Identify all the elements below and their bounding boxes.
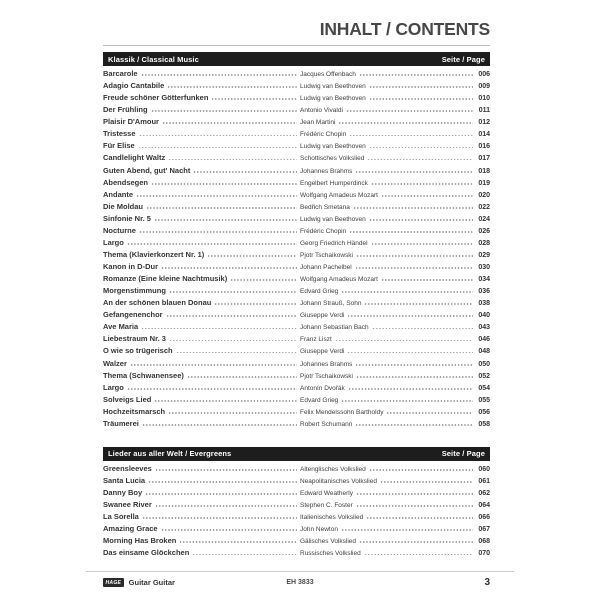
dot-leader [369,466,473,471]
composer-name: Russisches Volkslied [300,550,361,558]
song-page-number: 043 [478,324,490,332]
dot-leader [359,71,473,76]
footer-page-number: 3 [484,577,490,588]
song-title: Solveigs Lied [103,394,152,404]
song-page-number: 061 [478,477,490,485]
dot-leader [355,361,473,366]
dot-leader [341,526,473,531]
song-title: Largo [103,237,124,247]
song-title: Die Moldau [103,201,144,211]
dot-leader [148,478,297,483]
composer-name: Frédéric Chopin [300,131,347,139]
song-title: Der Frühling [103,105,148,115]
toc-row [103,128,490,140]
dot-leader [355,168,473,173]
song-page-number: 026 [478,227,490,235]
toc-row [103,189,490,201]
song-title: Nocturne [103,225,136,235]
composer-name: John Newton [300,526,338,534]
dot-leader [386,409,473,414]
toc-row [103,370,490,382]
song-title: O wie so trügerisch [103,346,173,356]
toc-row [103,487,490,499]
composer-name: Wolfgang Amadeus Mozart [300,191,378,199]
dot-leader [169,288,297,293]
dot-leader [367,155,473,160]
composer-name: Jacques Offenbach [300,71,356,78]
composer-name: Ludwig van Beethoven [300,83,366,91]
song-page-number: 019 [478,179,490,187]
song-page-number: 018 [478,167,490,175]
dot-leader [127,385,297,390]
toc-row [103,152,490,164]
dot-leader [381,192,473,197]
song-title: Thema (Schwanensee) [103,370,184,380]
toc-row [103,499,490,511]
composer-name: Altenglisches Volkslied [300,465,366,473]
song-page-number: 012 [478,119,490,127]
dot-leader [166,312,297,317]
composer-name: Antonín Dvořák [300,384,345,392]
song-title: An der schönen blauen Donau [103,298,212,308]
song-page-number: 016 [478,143,490,151]
dot-leader [179,538,297,543]
song-title: Candlelight Waltz [103,153,166,163]
title-rule [103,45,490,47]
dot-leader [142,421,297,426]
song-page-number: 050 [478,360,490,368]
composer-name: Schottisches Volkslied [300,155,365,163]
song-title: Liebestraum Nr. 3 [103,334,166,344]
toc-sections [103,52,490,559]
song-page-number: 052 [478,372,490,380]
toc-row [103,309,490,321]
dot-leader [167,83,297,88]
dot-leader [355,264,473,269]
toc-row [103,165,490,177]
dot-leader [161,264,297,269]
section-page-label: Seite / Page [441,449,485,459]
toc-row [103,345,490,357]
dot-leader [207,252,297,257]
song-page-number: 068 [478,538,490,546]
section-title: Klassik / Classical Music [108,54,199,64]
dot-leader [162,119,297,124]
composer-name: Giuseppe Verdi [300,312,345,320]
composer-name: Stephen C. Foster [300,502,353,510]
contents-page [103,0,490,559]
song-title: Thema (Klavierkonzert Nr. 1) [103,249,205,259]
section-rows [103,68,490,430]
toc-row [103,535,490,547]
composer-name: Bedřich Smetana [300,203,350,211]
composer-name: Ludwig van Beethoven [300,95,366,103]
toc-row [103,418,490,430]
composer-name: Ludwig van Beethoven [300,143,366,151]
composer-name: Gälisches Volkslied [300,538,356,546]
footer-row [86,577,514,588]
song-page-number: 024 [478,215,490,223]
dot-leader [151,180,297,185]
composer-name: Pjotr Tschaikowski [300,372,353,380]
composer-name: Johann Sebastian Bach [300,324,369,332]
dot-leader [369,95,473,100]
song-title: Danny Boy [103,488,143,497]
song-page-number: 020 [478,191,490,199]
song-title: Träumerei [103,418,139,428]
song-page-number: 036 [478,288,490,296]
dot-leader [356,373,473,378]
toc-row [103,201,490,213]
song-title: Gefangenenchor [103,310,163,320]
dot-leader [369,216,473,221]
page-footer [86,571,514,588]
toc-row [103,463,490,475]
song-page-number: 062 [478,490,490,497]
toc-row [103,547,490,559]
composer-name: Johann Strauß, Sohn [300,300,362,308]
toc-row [103,68,490,80]
song-page-number: 055 [478,396,490,404]
song-page-number: 048 [478,348,490,356]
dot-leader [356,502,473,507]
toc-row [103,225,490,237]
composer-name: Jean Martini [300,119,336,127]
toc-row [103,80,490,92]
dot-leader [130,361,297,366]
dot-leader [192,550,297,555]
composer-name: Giuseppe Verdi [300,348,345,356]
dot-leader [168,155,297,160]
dot-leader [381,276,473,281]
toc-row [103,273,490,285]
song-page-number: 066 [478,514,490,522]
song-page-number: 046 [478,336,490,344]
composer-name: Frédéric Chopin [300,227,347,235]
dot-leader [155,466,297,471]
dot-leader [371,180,473,185]
dot-leader [154,397,297,402]
dot-leader [356,252,473,257]
dot-leader [214,300,297,305]
song-title: Kanon in D-Dur [103,262,158,271]
composer-name: Pjotr Tschaikowski [300,251,353,259]
composer-name: Edvard Grieg [300,288,339,296]
section-title: Lieder aus aller Welt / Evergreens [108,449,232,459]
dot-leader [369,83,473,88]
dot-leader [372,324,473,329]
toc-row [103,177,490,189]
footer-series-title: Guitar Guitar [128,578,175,587]
dot-leader [141,324,297,329]
song-title: La Sorella [103,512,139,522]
dot-leader [338,119,473,124]
dot-leader [369,143,473,148]
song-page-number: 034 [478,276,490,284]
dot-leader [193,168,297,173]
toc-row [103,116,490,128]
dot-leader [168,409,297,414]
dot-leader [347,312,473,317]
dot-leader [366,514,473,519]
song-title: Abendsegen [103,177,149,187]
toc-row [103,140,490,152]
toc-row [103,261,490,273]
dot-leader [155,502,297,507]
section-header-bar [103,447,490,461]
song-page-number: 029 [478,251,490,259]
song-title: Plaisir D'Amour [103,117,159,127]
song-page-number: 014 [478,131,490,139]
song-page-number: 038 [478,300,490,308]
dot-leader [145,490,297,495]
toc-row [103,237,490,249]
composer-name: Edvard Grieg [300,396,339,404]
toc-row [103,475,490,487]
song-page-number: 064 [478,502,490,510]
song-page-number: 067 [478,526,490,534]
dot-leader [341,397,473,402]
song-title: Für Elise [103,141,135,151]
song-title: Morning Has Broken [103,536,177,546]
song-title: Adagio Cantabile [103,81,165,91]
toc-row [103,406,490,418]
dot-leader [353,204,473,209]
composer-name: Antonio Vivaldi [300,107,343,115]
toc-row [103,511,490,523]
toc-row [103,394,490,406]
toc-row [103,523,490,535]
hage-publisher-logo: HAGE [103,578,124,587]
dot-leader [356,490,473,495]
song-page-number: 040 [478,312,490,320]
toc-row [103,249,490,261]
section-rows [103,463,490,560]
song-title: Barcarole [103,69,138,78]
dot-leader [380,478,473,483]
dot-leader [136,192,297,197]
composer-name: Franz Liszt [300,336,332,344]
section-page-label: Seite / Page [441,54,485,64]
song-title: Amazing Grace [103,524,158,534]
toc-row [103,333,490,345]
composer-name: Johannes Brahms [300,360,353,368]
dot-leader [347,348,473,353]
dot-leader [371,240,473,245]
composer-name: Wolfgang Amadeus Mozart [300,276,378,284]
footer-catalog-number: EH 3833 [286,579,314,586]
song-title: Morgenstimmung [103,286,166,296]
song-page-number: 010 [478,95,490,103]
song-page-number: 009 [478,83,490,91]
dot-leader [127,240,297,245]
dot-leader [349,228,473,233]
song-title: Hochzeitsmarsch [103,406,166,416]
dot-leader [364,300,473,305]
toc-row [103,297,490,309]
song-page-number: 028 [478,239,490,247]
dot-leader [346,107,473,112]
song-title: Tristesse [103,129,136,139]
song-title: Swanee River [103,500,152,510]
song-page-number: 030 [478,264,490,271]
song-title: Greensleeves [103,463,152,473]
song-page-number: 070 [478,550,490,558]
composer-name: Georg Friedrich Händel [300,239,368,247]
song-page-number: 060 [478,465,490,473]
composer-name: Robert Schumann [300,420,353,428]
toc-row [103,382,490,394]
dot-leader [364,550,473,555]
song-page-number: 006 [478,71,490,78]
composer-name: Johann Pachelbel [300,264,352,271]
dot-leader [154,216,297,221]
section-header-bar [103,52,490,66]
dot-leader [348,385,473,390]
page-title: INHALT / CONTENTS [319,19,490,39]
song-title: Guten Abend, gut' Nacht [103,165,191,175]
dot-leader [341,288,473,293]
composer-name: Italienisches Volkslied [300,514,364,522]
song-page-number: 058 [478,420,490,428]
toc-row [103,285,490,297]
toc-row [103,321,490,333]
toc-row [103,104,490,116]
song-title: Walzer [103,358,127,368]
song-title: Santa Lucia [103,475,146,485]
song-page-number: 017 [478,155,490,163]
song-page-number: 011 [478,107,490,115]
song-title: Largo [103,382,124,392]
song-title: Sinfonie Nr. 5 [103,213,151,223]
dot-leader [176,348,297,353]
dot-leader [187,373,297,378]
dot-leader [359,538,473,543]
composer-name: Ludwig van Beethoven [300,215,366,223]
composer-name: Johannes Brahms [300,167,353,175]
song-title: Freude schöner Götterfunken [103,93,209,103]
toc-section [103,52,490,430]
dot-leader [349,131,473,136]
toc-row [103,358,490,370]
footer-rule [86,571,514,572]
dot-leader [335,336,473,341]
dot-leader [142,514,297,519]
song-page-number: 022 [478,203,490,211]
song-title: Das einsame Glöckchen [103,548,190,558]
dot-leader [141,71,297,76]
composer-name: Felix Mendelssohn Bartholdy [300,408,384,416]
dot-leader [161,526,297,531]
song-title: Andante [103,189,133,199]
dot-leader [230,276,297,281]
dot-leader [139,131,297,136]
toc-row [103,213,490,225]
song-page-number: 054 [478,384,490,392]
dot-leader [138,143,297,148]
composer-name: Edward Weatherly [300,490,353,497]
song-page-number: 056 [478,408,490,416]
toc-row [103,92,490,104]
dot-leader [139,228,297,233]
dot-leader [211,95,297,100]
composer-name: Neapolitanisches Volkslied [300,477,377,485]
song-title: Romanze (Eine kleine Nachtmusik) [103,274,228,284]
dot-leader [169,336,297,341]
composer-name: Engelbert Humperdinck [300,179,368,187]
dot-leader [151,107,297,112]
toc-section [103,447,490,560]
dot-leader [355,421,473,426]
song-title: Ave Maria [103,322,139,332]
dot-leader [146,204,297,209]
